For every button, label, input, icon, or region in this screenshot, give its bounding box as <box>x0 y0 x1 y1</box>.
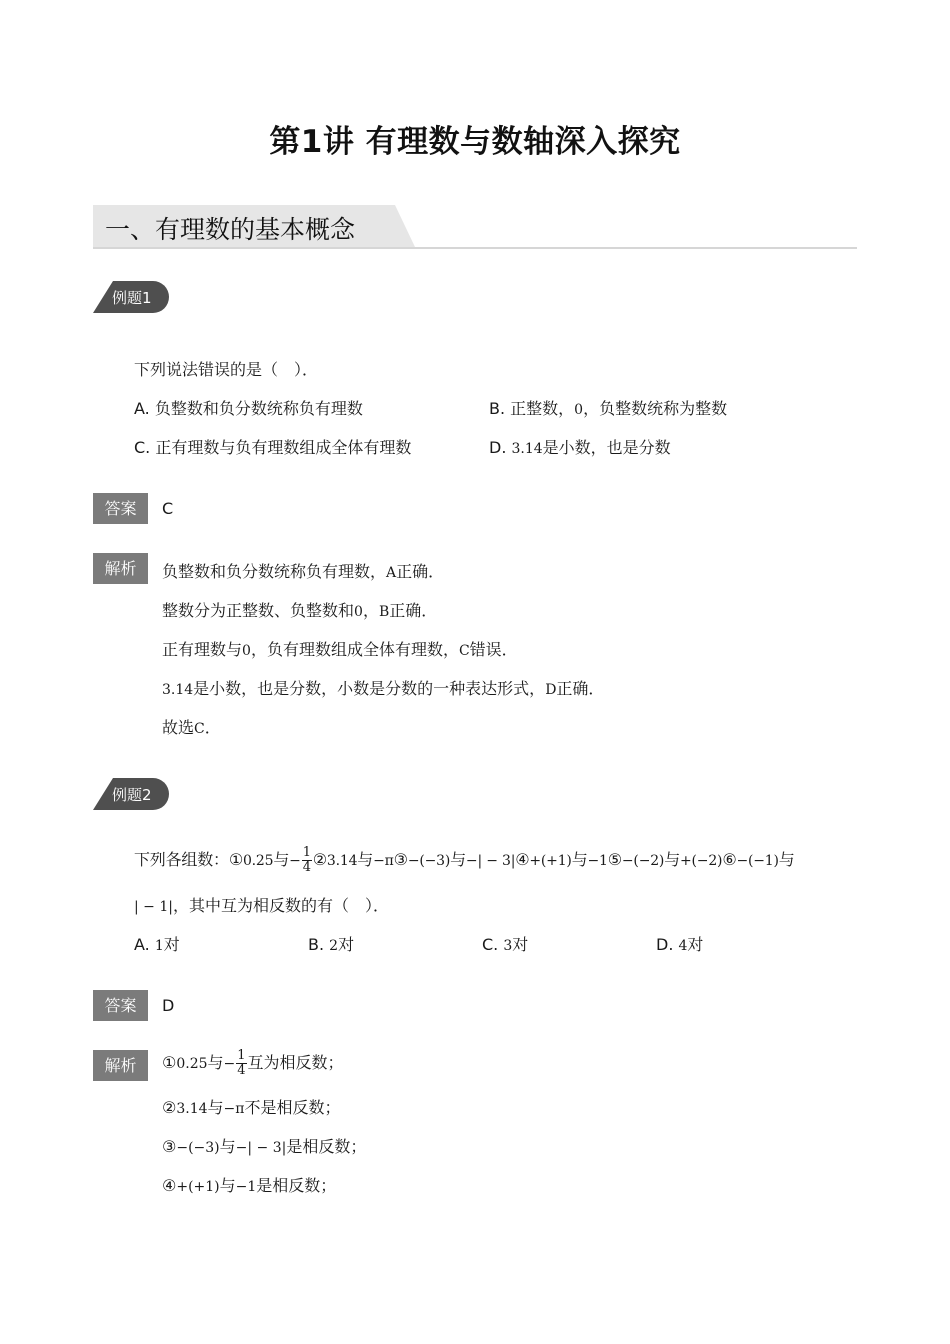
question-text: 与 <box>273 850 290 869</box>
analysis-symbol: 0 <box>242 643 251 659</box>
option-text: 正有理数与负有理数组成全体有理数 <box>155 438 412 457</box>
math-expr: −(−2) <box>621 853 665 869</box>
option-prefix: C. <box>134 438 151 457</box>
math-expr: +(+1) <box>176 1179 220 1195</box>
fraction <box>302 846 312 875</box>
math-expr: +(−2) <box>680 853 723 869</box>
question-text: 与 <box>450 850 466 869</box>
analysis-text: 错误． <box>469 640 518 659</box>
analysis-symbol: B <box>378 604 390 620</box>
analysis-text: ， <box>362 601 379 620</box>
analysis-line <box>162 637 518 660</box>
option-prefix: C. <box>482 935 499 954</box>
option-number: 1 <box>154 938 164 954</box>
question-text: 与 <box>664 850 681 869</box>
item-marker: ④ <box>515 850 530 869</box>
item-marker: ② <box>312 850 327 869</box>
section-header-underline <box>93 247 857 249</box>
option-text: 正整数， <box>510 399 575 418</box>
analysis-symbol: 0 <box>354 604 363 620</box>
analysis-text: 与 <box>207 1053 224 1072</box>
analysis-text: 是小数，也是分数，小数是分数的一种表达形式， <box>193 679 546 698</box>
math-expr: 0.25 <box>176 1056 208 1072</box>
analysis-symbol: D <box>545 682 557 698</box>
option-prefix: D. <box>656 935 674 954</box>
example-1-tag <box>93 281 169 313</box>
analysis-label: 解析 <box>93 1050 148 1081</box>
math-expr: −π <box>373 853 394 869</box>
option-number: 2 <box>329 938 339 954</box>
analysis-text: 是相反数； <box>256 1176 337 1195</box>
analysis-text: ． <box>204 718 221 737</box>
fraction-numerator: 1 <box>237 1048 246 1063</box>
math-expr: − <box>289 853 301 869</box>
example-2-option-c <box>482 932 528 955</box>
example-1-option-c <box>134 435 411 458</box>
item-marker: ② <box>162 1098 177 1117</box>
item-marker: ③ <box>393 850 408 869</box>
analysis-text: 是相反数； <box>286 1137 367 1156</box>
option-prefix: B. <box>489 399 506 418</box>
option-text: 是小数，也是分数 <box>542 438 671 457</box>
example-2-option-a <box>134 932 180 955</box>
analysis-line <box>162 676 604 699</box>
item-marker: ⑥ <box>722 850 737 869</box>
item-marker: ① <box>228 850 243 869</box>
option-text: 负整数和负分数统称负有理数 <box>154 399 363 418</box>
option-number: 3 <box>503 938 513 954</box>
item-marker: ① <box>162 1053 177 1072</box>
option-text: 对 <box>687 935 704 954</box>
math-expr: −(−1) <box>736 853 779 869</box>
option-prefix: A. <box>134 399 150 418</box>
item-marker: ④ <box>162 1176 177 1195</box>
math-expr: −π <box>223 1101 245 1117</box>
answer-value: C <box>162 499 174 518</box>
example-1-option-d <box>489 435 671 458</box>
math-expr: −| − 3| <box>235 1140 287 1156</box>
analysis-symbol: C <box>458 643 470 659</box>
example-2-question-line-2 <box>134 893 389 916</box>
example-2-tag-label: 例题2 <box>112 786 152 804</box>
option-number: 0 <box>574 402 584 418</box>
item-marker: ③ <box>162 1137 177 1156</box>
question-text: 下列各组数： <box>134 850 229 869</box>
option-text: 对 <box>338 935 355 954</box>
option-number: 3.14 <box>511 441 543 457</box>
math-expr: −| − 3| <box>465 853 516 869</box>
analysis-text: 整数分为正整数、负整数和 <box>162 601 355 620</box>
fraction-denominator: 4 <box>302 860 311 875</box>
math-expr: 3.14 <box>176 1101 208 1117</box>
example-2-option-d <box>656 932 703 955</box>
answer-label: 答案 <box>93 990 148 1021</box>
example-1-question: 下列说法错误的是（ ）． <box>134 360 319 379</box>
math-expr: −1 <box>587 853 608 869</box>
analysis-text: 故选 <box>162 718 195 737</box>
page-title: 第1讲 有理数与数轴深入探究 <box>269 124 681 160</box>
analysis-text: 正确． <box>389 601 438 620</box>
section-title: 一、有理数的基本概念 <box>105 215 356 244</box>
analysis-symbol: C <box>194 721 205 737</box>
option-text: 对 <box>163 935 180 954</box>
example-1-option-b <box>489 396 727 419</box>
math-expr: −1 <box>235 1179 257 1195</box>
analysis-symbol: A <box>386 565 397 581</box>
analysis-line <box>162 559 444 582</box>
option-prefix: A. <box>134 935 150 954</box>
section-header <box>93 205 857 251</box>
option-text: 对 <box>512 935 529 954</box>
question-text: 与 <box>778 850 795 869</box>
analysis-text: ，负有理数组成全体有理数， <box>250 640 459 659</box>
analysis-symbol: 3.14 <box>162 682 194 698</box>
math-expr: 3.14 <box>326 853 358 869</box>
fraction-numerator: 1 <box>302 845 311 860</box>
math-expr: | − 1| <box>134 899 173 915</box>
analysis-text: 正确． <box>556 679 605 698</box>
analysis-text: 互为相反数； <box>247 1053 344 1072</box>
analysis-line <box>162 598 437 621</box>
option-prefix: B. <box>308 935 325 954</box>
question-text: ，其中互为相反数的有（ ）． <box>172 896 389 915</box>
analysis-text: 正确． <box>396 562 445 581</box>
option-prefix: D. <box>489 438 507 457</box>
analysis-text: 与 <box>207 1098 224 1117</box>
math-expr: −(−3) <box>407 853 451 869</box>
analysis-line <box>162 715 221 738</box>
question-text: 与 <box>357 850 374 869</box>
item-marker: ⑤ <box>607 850 622 869</box>
analysis-line <box>162 1095 340 1118</box>
example-1-tag-label: 例题1 <box>112 289 152 307</box>
option-text: ，负整数统称为整数 <box>583 399 728 418</box>
analysis-text: 与 <box>219 1176 236 1195</box>
analysis-text: 负整数和负分数统称负有理数， <box>162 562 387 581</box>
analysis-line <box>162 1173 336 1196</box>
math-expr: +(+1) <box>529 853 572 869</box>
example-2-option-b <box>308 932 354 955</box>
answer-label: 答案 <box>93 493 148 524</box>
fraction-denominator: 4 <box>237 1063 246 1078</box>
math-expr: −(−3) <box>176 1140 220 1156</box>
analysis-label: 解析 <box>93 553 148 584</box>
analysis-line <box>162 1134 366 1157</box>
math-expr: 0.25 <box>242 853 274 869</box>
question-text: 与 <box>571 850 588 869</box>
example-2-question-line-1 <box>134 846 795 875</box>
analysis-text: 正有理数与 <box>162 640 243 659</box>
analysis-text: 与 <box>219 1137 236 1156</box>
example-1-option-a <box>134 396 363 419</box>
analysis-text: 不是相反数； <box>244 1098 341 1117</box>
answer-value: D <box>162 996 175 1015</box>
analysis-line <box>162 1049 344 1078</box>
fraction <box>236 1049 246 1078</box>
math-expr: − <box>223 1056 236 1072</box>
example-2-tag <box>93 778 169 810</box>
option-number: 4 <box>678 938 688 954</box>
